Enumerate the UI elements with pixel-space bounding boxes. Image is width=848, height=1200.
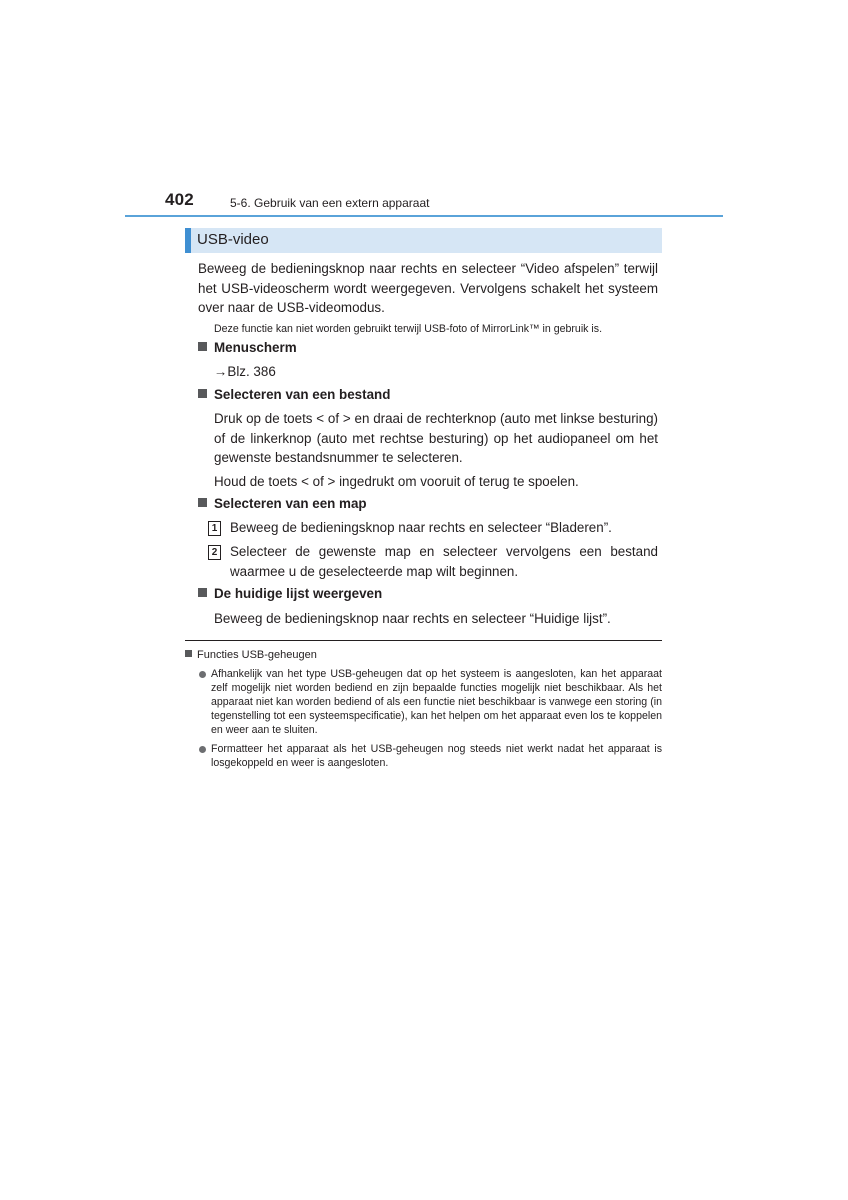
page-number: 402	[165, 190, 194, 209]
square-bullet-icon	[185, 650, 192, 657]
info-heading-label: Functies USB-geheugen	[197, 649, 317, 661]
section-title: USB-video	[197, 231, 269, 248]
step-1-text: Beweeg de bedieningsknop naar rechts en selecteer “Bladeren”.	[230, 520, 612, 535]
info-divider	[185, 640, 662, 641]
info-bullet-2: Formatteer het apparaat als het USB-geheugen nog steeds niet werkt nadat het apparaat is losgekoppeld en weer is aangesloten.	[211, 743, 662, 769]
square-bullet-icon	[198, 389, 207, 398]
square-bullet-icon	[198, 588, 207, 597]
step-2-text: Selecteer de gewenste map en selecteer vervolgens een bestand waarmee u de geselecteerde map wilt beginnen.	[230, 544, 658, 579]
current-list-text: Beweeg de bedieningsknop naar rechts en selecteer “Huidige lijst”.	[214, 611, 611, 626]
folder-select-heading	[198, 496, 367, 511]
menu-page-reference: →Blz. 386	[214, 364, 276, 379]
menu-heading	[198, 340, 297, 355]
file-select-seek-text: Houd de toets < of > ingedrukt om vooruit of terug te spoelen.	[214, 474, 579, 489]
header-divider	[125, 215, 723, 217]
current-list-heading	[198, 586, 382, 601]
title-accent-stripe	[185, 228, 191, 253]
square-bullet-icon	[198, 498, 207, 507]
file-select-heading	[198, 387, 390, 402]
file-select-text: Druk op de toets < of > en draai de rechterknop (auto met linkse besturing) of de linkerknop (auto met rechtse besturing) op het audiopaneel om het gewenste bestandsnummer te selecteren.	[214, 411, 658, 465]
square-bullet-icon	[198, 342, 207, 351]
usage-note: Deze functie kan niet worden gebruikt terwijl USB-foto of MirrorLink™ in gebruik is.	[214, 323, 603, 335]
step-number-1: 1	[208, 521, 221, 536]
file-select-heading-label: Selecteren van een bestand	[214, 387, 391, 402]
menu-heading-label: Menuscherm	[214, 340, 297, 355]
current-list-heading-label: De huidige lijst weergeven	[214, 586, 383, 601]
info-bullet-1: Afhankelijk van het type USB-geheugen dat op het systeem is aangesloten, kan het apparaat zelf mogelijk niet worden bediend en zijn bepaalde functies mogelijk niet beschikbaar. Als het apparaat niet kan worden bediend of als een functie niet beschikbaar is vanwege een storing (in tegenstelling tot een systeemspecificatie), kan het helpen om het apparaat even los te koppelen en weer aan te sluiten.	[211, 668, 662, 736]
folder-select-heading-label: Selecteren van een map	[214, 496, 367, 511]
section-breadcrumb: 5-6. Gebruik van een extern apparaat	[230, 196, 430, 210]
round-bullet-icon	[199, 746, 206, 753]
round-bullet-icon	[199, 671, 206, 678]
info-heading	[185, 649, 317, 661]
step-number-2: 2	[208, 545, 221, 560]
section-title-bar	[185, 228, 662, 253]
intro-paragraph: Beweeg de bedieningsknop naar rechts en selecteer “Video afspelen” terwijl het USB-videoscherm wordt weergegeven. Vervolgens schakelt het systeem over naar de USB-videomodus.	[198, 261, 658, 315]
